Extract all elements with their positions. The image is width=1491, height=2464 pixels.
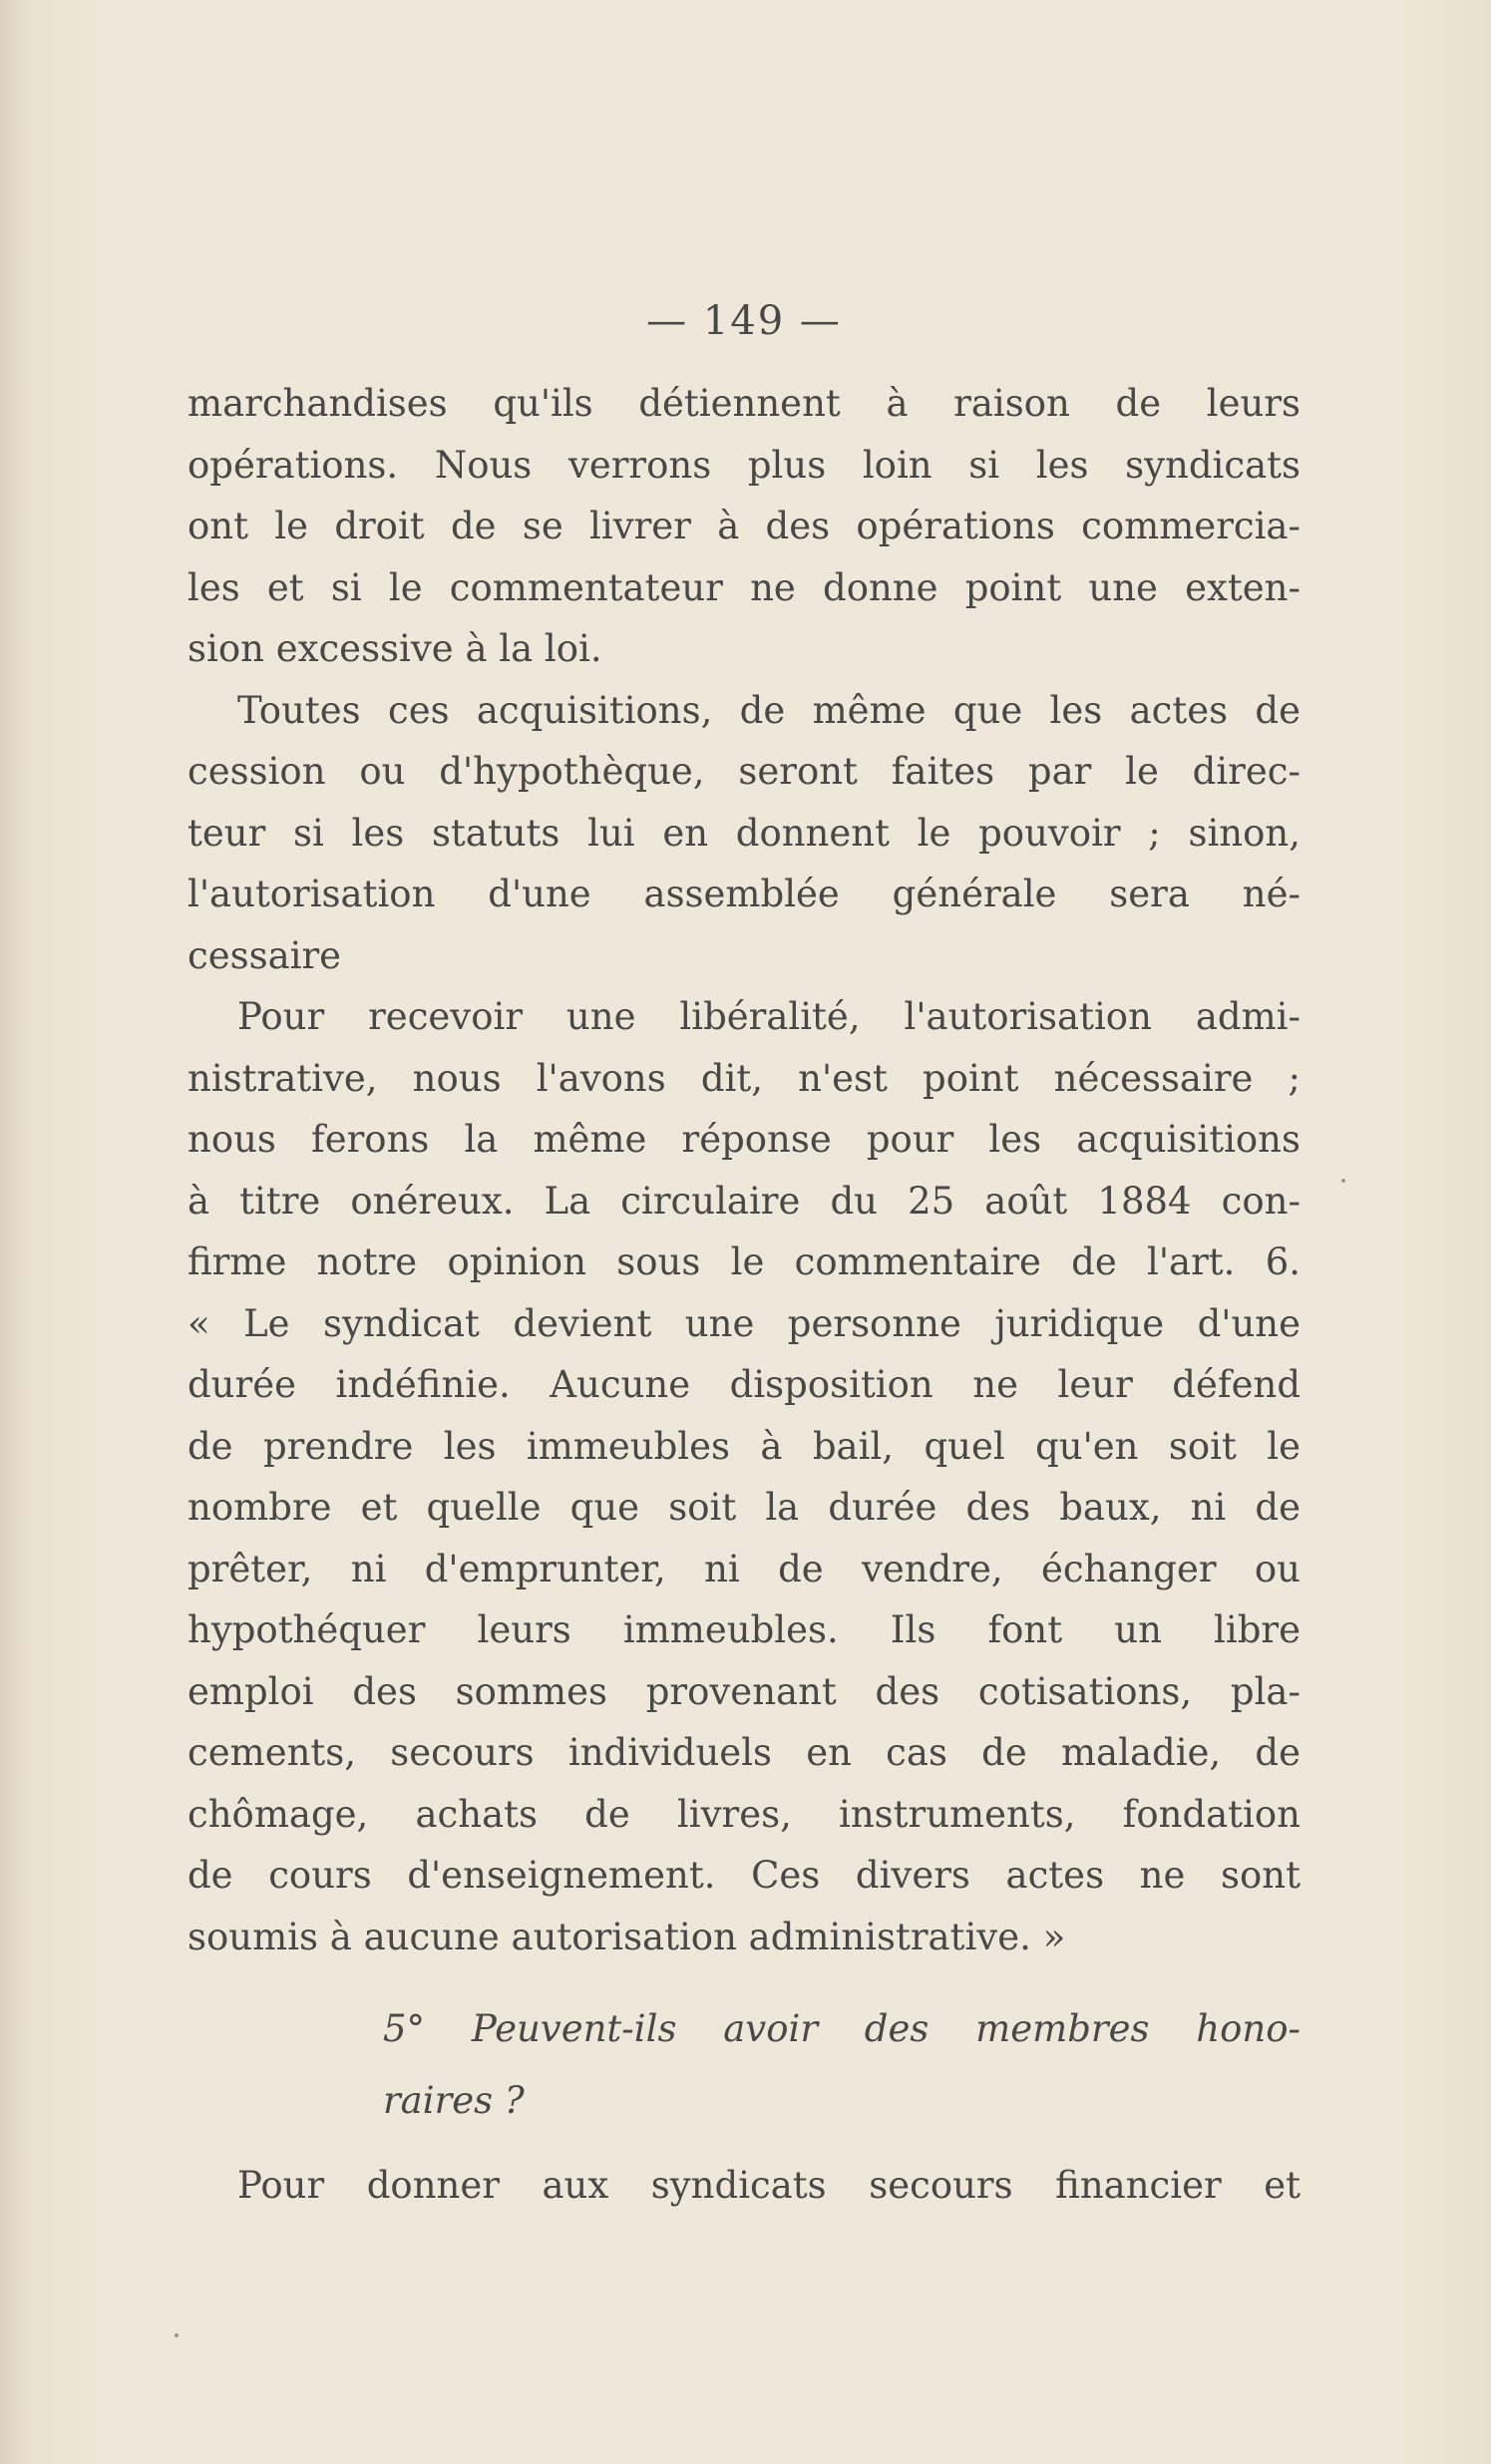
text-line: nous ferons la même réponse pour les acquisitions bbox=[187, 1118, 1301, 1161]
text-line: « Le syndicat devient une personne juridique d'une bbox=[187, 1301, 1301, 1345]
section-heading bbox=[187, 1993, 1301, 2137]
text-line: Toutes ces acquisitions, de même que les actes de bbox=[237, 688, 1301, 732]
text-line: les et si le commentateur ne donne point une exten- bbox=[187, 565, 1301, 609]
text-line: l'autorisation d'une assemblée générale sera né- bbox=[187, 873, 1301, 915]
text-line: firme notre opinion sous le commentaire de l'art. 6. bbox=[187, 1240, 1301, 1283]
paragraph-1 bbox=[187, 373, 1301, 680]
text-line: de prendre les immeubles à bail, quel qu'en soit le bbox=[187, 1424, 1301, 1468]
text-line: hypothéquer leurs immeubles. Ils font un libre bbox=[187, 1608, 1301, 1651]
section-heading-line: 5° Peuvent-ils avoir des membres hono- bbox=[383, 2007, 1301, 2050]
paragraph-3 bbox=[187, 986, 1301, 1967]
section-heading-line: raires ? bbox=[383, 2079, 525, 2122]
text-line: nistrative, nous l'avons dit, n'est point nécessaire ; bbox=[187, 1056, 1301, 1100]
text-line: nombre et quelle que soit la durée des baux, ni de bbox=[187, 1486, 1301, 1529]
page-number: — 149 — bbox=[646, 298, 842, 344]
text-line: à titre onéreux. La circulaire du 25 août 1884 con- bbox=[187, 1179, 1301, 1223]
text-line: de cours d'enseignement. Ces divers actes ne sont bbox=[187, 1854, 1301, 1897]
text-line: marchandises qu'ils détiennent à raison de leurs bbox=[187, 382, 1301, 425]
text-line: cessaire bbox=[187, 933, 342, 977]
text-line: emploi des sommes provenant des cotisations, pla- bbox=[187, 1669, 1301, 1713]
text-line: cements, secours individuels en cas de maladie, de bbox=[187, 1731, 1301, 1774]
text-line: soumis à aucune autorisation administrative. » bbox=[187, 1915, 1066, 1958]
paragraph-4 bbox=[187, 2155, 1301, 2217]
text-block bbox=[187, 291, 1301, 2217]
text-line: sion excessive à la loi. bbox=[187, 627, 602, 670]
text-line: teur si les statuts lui en donnent le pouvoir ; sinon, bbox=[187, 811, 1301, 855]
text-line: ont le droit de se livrer à des opérations commercia- bbox=[187, 505, 1301, 547]
text-line: chômage, achats de livres, instruments, fondation bbox=[187, 1792, 1301, 1836]
text-line: Pour donner aux syndicats secours financier et bbox=[237, 2164, 1301, 2207]
text-line: cession ou d'hypothèque, seront faites par le direc- bbox=[187, 750, 1301, 793]
page-speck bbox=[1341, 1179, 1345, 1183]
text-line: prêter, ni d'emprunter, ni de vendre, échanger ou bbox=[187, 1547, 1301, 1590]
text-line: durée indéfinie. Aucune disposition ne leur défend bbox=[187, 1363, 1301, 1406]
text-line: Pour recevoir une libéralité, l'autorisation admi- bbox=[237, 995, 1301, 1038]
paragraph-2 bbox=[187, 680, 1301, 987]
text-line: opérations. Nous verrons plus loin si les syndicats bbox=[187, 443, 1301, 487]
page-speck bbox=[175, 2333, 179, 2337]
